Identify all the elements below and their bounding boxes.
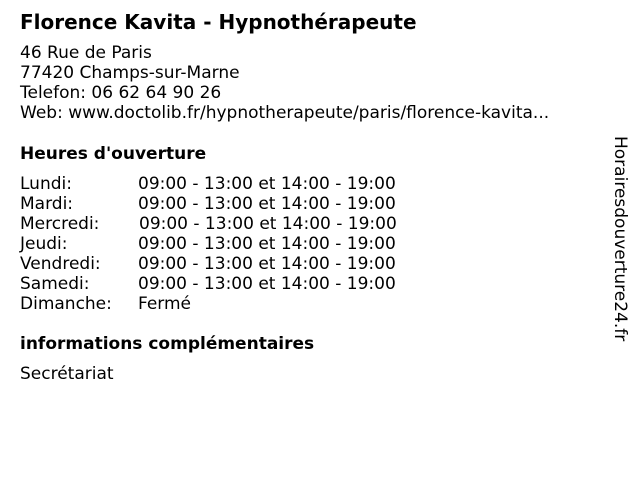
day-hours: 09:00 - 13:00 et 14:00 - 19:00: [139, 214, 397, 234]
hours-heading: Heures d'ouverture: [20, 144, 207, 164]
day-label: Dimanche:: [20, 294, 112, 314]
contact-block: [20, 43, 549, 123]
day-hours: 09:00 - 13:00 et 14:00 - 19:00: [138, 194, 396, 214]
day-hours: Fermé: [138, 294, 192, 314]
address-line-street: 46 Rue de Paris: [20, 43, 152, 63]
info-value: Secrétariat: [20, 364, 114, 384]
business-title: Florence Kavita - Hypnothérapeute: [20, 10, 417, 34]
day-label: Lundi:: [20, 174, 72, 194]
day-label: Samedi:: [20, 274, 90, 294]
day-hours: 09:00 - 13:00 et 14:00 - 19:00: [138, 234, 396, 254]
web-line[interactable]: Web: www.doctolib.fr/hypnotherapeute/paris/florence-kavita...: [20, 103, 550, 123]
day-hours: 09:00 - 13:00 et 14:00 - 19:00: [138, 254, 396, 274]
day-hours: 09:00 - 13:00 et 14:00 - 19:00: [138, 274, 396, 294]
day-label: Mardi:: [20, 194, 74, 214]
day-label: Vendredi:: [20, 254, 101, 274]
day-label: Jeudi:: [20, 234, 68, 254]
day-label: Mercredi:: [20, 214, 100, 234]
day-hours: 09:00 - 13:00 et 14:00 - 19:00: [138, 174, 396, 194]
address-line-city: 77420 Champs-sur-Marne: [20, 63, 240, 83]
site-watermark: Horairesdouverture24.fr: [610, 136, 630, 342]
phone-line: Telefon: 06 62 64 90 26: [20, 83, 222, 103]
info-heading: informations complémentaires: [20, 334, 315, 354]
